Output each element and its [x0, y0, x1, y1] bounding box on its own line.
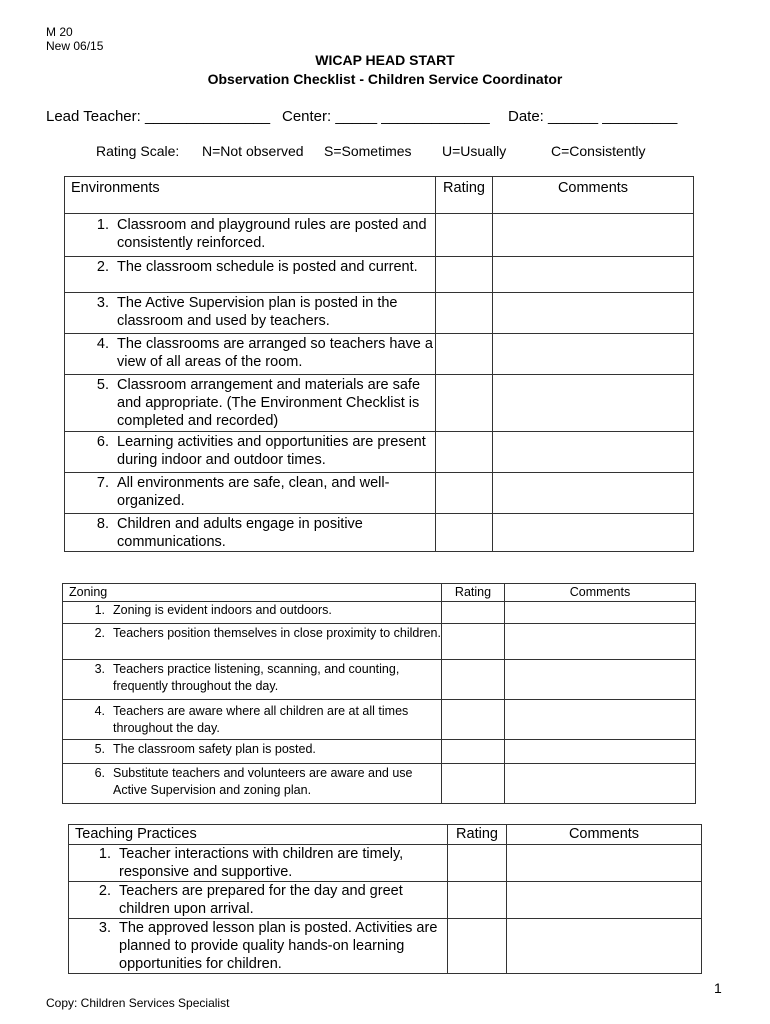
item-text: Substitute teachers and volunteers are aware and use Active Supervision and zoning plan. [113, 766, 413, 797]
comments-cell[interactable] [493, 257, 694, 293]
teaching-heading: Teaching Practices [69, 825, 448, 845]
environments-rating-header: Rating [436, 177, 493, 214]
table-row [69, 825, 702, 845]
teaching-practices-table [68, 824, 702, 974]
item-number: 1. [96, 217, 109, 233]
rating-cell[interactable] [436, 432, 493, 473]
item-text: The classroom safety plan is posted. [113, 742, 316, 756]
center-field[interactable]: Center: _____ _____________ [282, 108, 490, 125]
comments-cell[interactable] [507, 919, 702, 974]
form-code: M 20 [46, 25, 73, 39]
item-text: The approved lesson plan is posted. Activities are planned to provide quality hands-on learning opportunities for children. [119, 920, 438, 972]
table-row [69, 919, 702, 974]
comments-cell[interactable] [505, 602, 696, 624]
rating-scale-s: S=Sometimes [324, 143, 412, 159]
environments-table [64, 176, 694, 552]
item-number: 8. [96, 516, 109, 532]
rating-cell[interactable] [436, 257, 493, 293]
comments-cell[interactable] [505, 624, 696, 660]
item-number: 1. [98, 846, 111, 862]
environments-comments-header: Comments [493, 177, 694, 214]
item-number: 3. [94, 662, 105, 676]
item-number: 1. [94, 603, 105, 617]
rating-cell[interactable] [436, 514, 493, 552]
table-row [65, 473, 694, 514]
rating-cell[interactable] [436, 375, 493, 432]
rating-cell[interactable] [442, 740, 505, 764]
item-text: Children and adults engage in positive communications. [117, 516, 363, 550]
table-row [65, 514, 694, 552]
zoning-rating-header: Rating [442, 584, 505, 602]
rating-scale-u: U=Usually [442, 143, 507, 159]
item-text: Teachers are aware where all children are at all times throughout the day. [113, 704, 409, 735]
item-text: Teachers are prepared for the day and greet children upon arrival. [119, 883, 403, 917]
table-row [63, 624, 696, 660]
rating-cell[interactable] [442, 624, 505, 660]
rating-cell[interactable] [442, 700, 505, 740]
table-row [63, 700, 696, 740]
rating-cell[interactable] [442, 660, 505, 700]
rating-cell[interactable] [448, 845, 507, 882]
table-row [69, 882, 702, 919]
environments-heading: Environments [65, 177, 436, 214]
table-row [63, 660, 696, 700]
item-number: 2. [94, 626, 105, 640]
table-row [65, 375, 694, 432]
item-number: 3. [98, 920, 111, 936]
item-text: Classroom arrangement and materials are safe and appropriate. (The Environment Checklist is completed and recorded) [117, 377, 421, 429]
comments-cell[interactable] [505, 700, 696, 740]
comments-cell[interactable] [505, 740, 696, 764]
rating-cell[interactable] [448, 882, 507, 919]
item-number: 6. [94, 766, 105, 780]
rating-cell[interactable] [436, 473, 493, 514]
table-row [63, 740, 696, 764]
item-text: Learning activities and opportunities are present during indoor and outdoor times. [117, 434, 426, 468]
rating-cell[interactable] [436, 214, 493, 257]
comments-cell[interactable] [505, 660, 696, 700]
comments-cell[interactable] [493, 334, 694, 375]
document-title: WICAP HEAD START [315, 52, 455, 68]
copy-note: Copy: Children Services Specialist [46, 996, 230, 1010]
rating-cell[interactable] [442, 764, 505, 804]
zoning-heading: Zoning [63, 584, 442, 602]
item-number: 2. [96, 259, 109, 275]
item-text: Teachers position themselves in close proximity to children. [113, 626, 441, 640]
item-text: All environments are safe, clean, and well-organized. [117, 475, 390, 509]
item-text: The classroom schedule is posted and current. [117, 259, 418, 275]
item-text: Teachers practice listening, scanning, and counting, frequently throughout the day. [113, 662, 400, 693]
rating-scale-c: C=Consistently [551, 143, 646, 159]
item-number: 2. [98, 883, 111, 899]
rating-cell[interactable] [436, 293, 493, 334]
item-number: 4. [96, 336, 109, 352]
rating-scale-label: Rating Scale: [96, 143, 180, 159]
item-number: 7. [96, 475, 109, 491]
table-row [65, 432, 694, 473]
zoning-table [62, 583, 696, 804]
comments-cell[interactable] [493, 293, 694, 334]
rating-scale-n: N=Not observed [202, 143, 304, 159]
item-text: The classrooms are arranged so teachers have a view of all areas of the room. [117, 336, 433, 370]
rating-cell[interactable] [436, 334, 493, 375]
date-field[interactable]: Date: ______ _________ [508, 108, 678, 125]
revision-date: New 06/15 [46, 39, 104, 53]
rating-cell[interactable] [442, 602, 505, 624]
teaching-rating-header: Rating [448, 825, 507, 845]
item-text: Zoning is evident indoors and outdoors. [113, 603, 332, 617]
teaching-comments-header: Comments [507, 825, 702, 845]
table-row [65, 293, 694, 334]
item-number: 5. [96, 377, 109, 393]
table-row [65, 257, 694, 293]
item-text: Teacher interactions with children are timely, responsive and supportive. [119, 846, 404, 880]
comments-cell[interactable] [493, 375, 694, 432]
document-subtitle: Observation Checklist - Children Service Coordinator [207, 71, 563, 87]
comments-cell[interactable] [507, 845, 702, 882]
table-row [63, 584, 696, 602]
page-number: 1 [714, 980, 722, 996]
comments-cell[interactable] [493, 514, 694, 552]
table-row [65, 334, 694, 375]
item-text: The Active Supervision plan is posted in the classroom and used by teachers. [117, 295, 398, 329]
rating-cell[interactable] [448, 919, 507, 974]
comments-cell[interactable] [493, 432, 694, 473]
table-row [69, 845, 702, 882]
comments-cell[interactable] [507, 882, 702, 919]
comments-cell[interactable] [505, 764, 696, 804]
zoning-comments-header: Comments [505, 584, 696, 602]
table-row [65, 214, 694, 257]
lead-teacher-field[interactable]: Lead Teacher: _______________ [46, 108, 271, 125]
table-row [63, 764, 696, 804]
comments-cell[interactable] [493, 214, 694, 257]
item-number: 6. [96, 434, 109, 450]
comments-cell[interactable] [493, 473, 694, 514]
item-text: Classroom and playground rules are posted and consistently reinforced. [117, 217, 427, 251]
table-row [63, 602, 696, 624]
item-number: 5. [94, 742, 105, 756]
item-number: 4. [94, 704, 105, 718]
item-number: 3. [96, 295, 109, 311]
